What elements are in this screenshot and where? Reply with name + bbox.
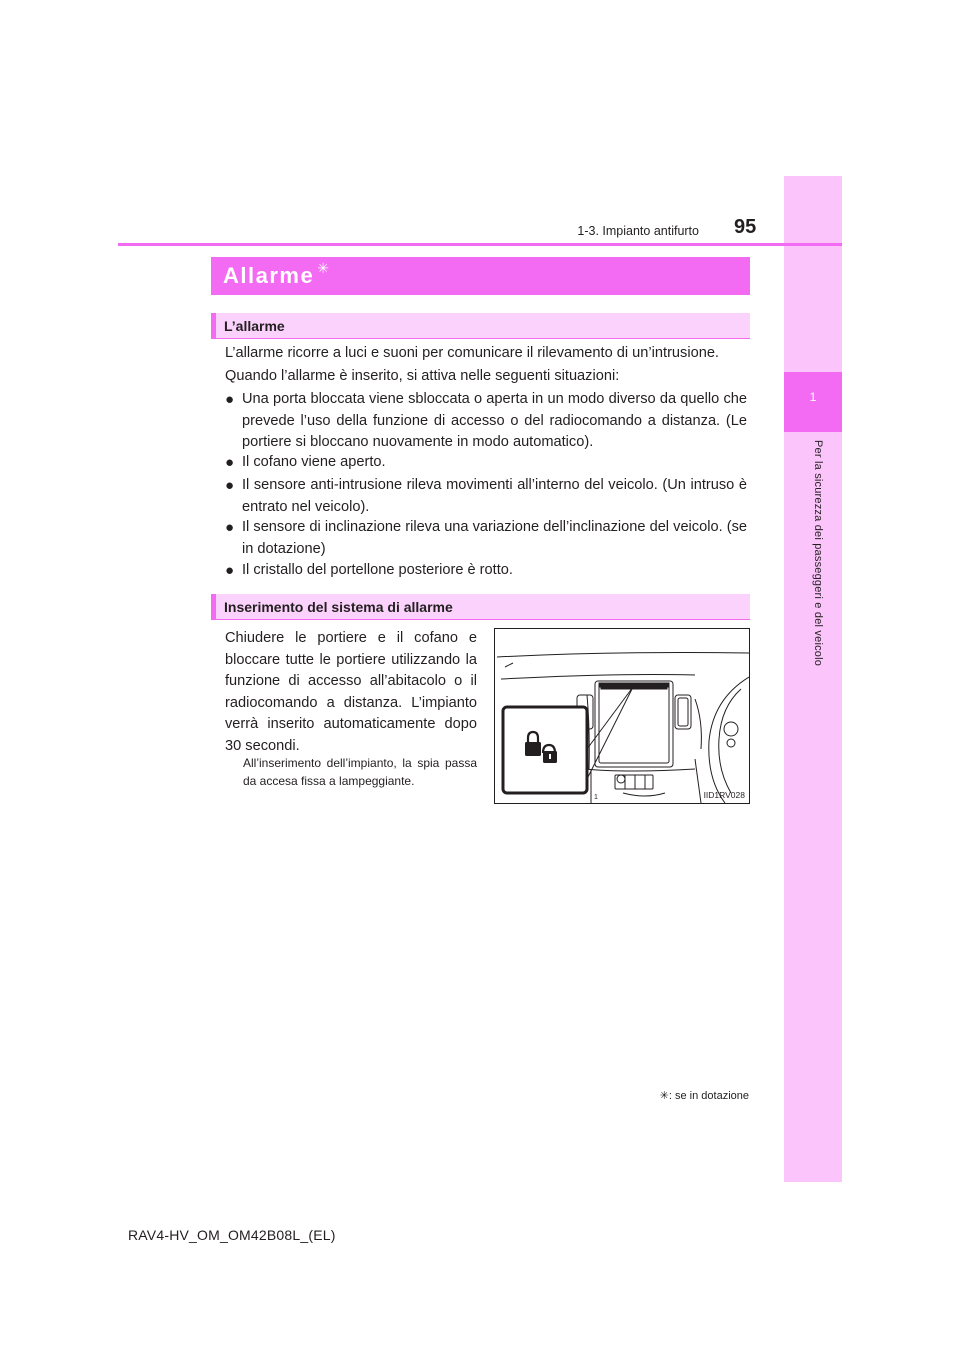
illustration-code: IID1RV028 (703, 790, 745, 800)
arming-note: All’inserimento dell’impianto, la spia passa da accesa fissa a lampeggiante. (243, 756, 477, 788)
chapter-title: Per la sicurezza dei passeggeri e del veicolo (812, 440, 824, 667)
intro-paragraph-1: L’allarme ricorre a luci e suoni per comunicare il rilevamento di un’intrusione. (225, 345, 719, 361)
bullet-dot-icon: ● (225, 519, 235, 536)
section-title: 1-3. Impianto antifurto (577, 224, 699, 238)
bullet-item: ● Una porta bloccata viene sbloccata o aperta in un modo diverso da quello che prevede l’uso della funzione di accesso o del radiocomando a distanza. (Le portiere si bloccano nuovamente in modo automatico). (225, 391, 747, 451)
bullet-item: ● Il cofano viene aperto. (225, 452, 747, 474)
footnote-text: : se in dotazione (668, 1090, 749, 1102)
bullet-item: ● Il cristallo del portellone posteriore è rotto. (225, 560, 747, 582)
chapter-number: 1 (809, 390, 817, 404)
manual-code: RAV4-HV_OM_OM42B08L_(EL) (128, 1227, 336, 1243)
dashboard-drawing (495, 629, 749, 803)
page-title-bar (211, 257, 750, 295)
callout-label: 1 (594, 794, 598, 801)
page-title: Allarme (223, 263, 315, 288)
bullet-item: ● Il sensore anti-intrusione rileva movimenti all’interno del veicolo. (Un intruso è entrato nel veicolo). (225, 477, 747, 515)
page-number: 95 (734, 216, 757, 238)
asterisk-icon: ✳ (317, 259, 329, 276)
bullet-dot-icon: ● (225, 477, 235, 494)
bullet-dot-icon: ● (225, 562, 235, 579)
dashboard-illustration (494, 628, 750, 804)
section-heading-alarm: L’allarme (211, 313, 750, 339)
bullet-dot-icon: ● (225, 454, 235, 471)
intro-paragraph-2: Quando l’allarme è inserito, si attiva nelle seguenti situazioni: (225, 368, 620, 384)
header-rule (118, 243, 842, 246)
bullet-dot-icon: ● (225, 391, 235, 408)
asterisk-icon: ✳ (659, 1090, 669, 1102)
section-heading-arming: Inserimento del sistema di allarme (211, 594, 750, 620)
bullet-item: ● Il sensore di inclinazione rileva una variazione dell’inclinazione del veicolo. (se in dotazione) (225, 519, 747, 557)
footnote (660, 1089, 749, 1102)
arming-instructions: Chiudere le portiere e il cofano e bloccare tutte le portiere utilizzando la funzione di accesso all’abitacolo o il radiocomando a distanza. L’impianto verrà inserito automaticamente dopo 30 secondi. (225, 630, 477, 754)
